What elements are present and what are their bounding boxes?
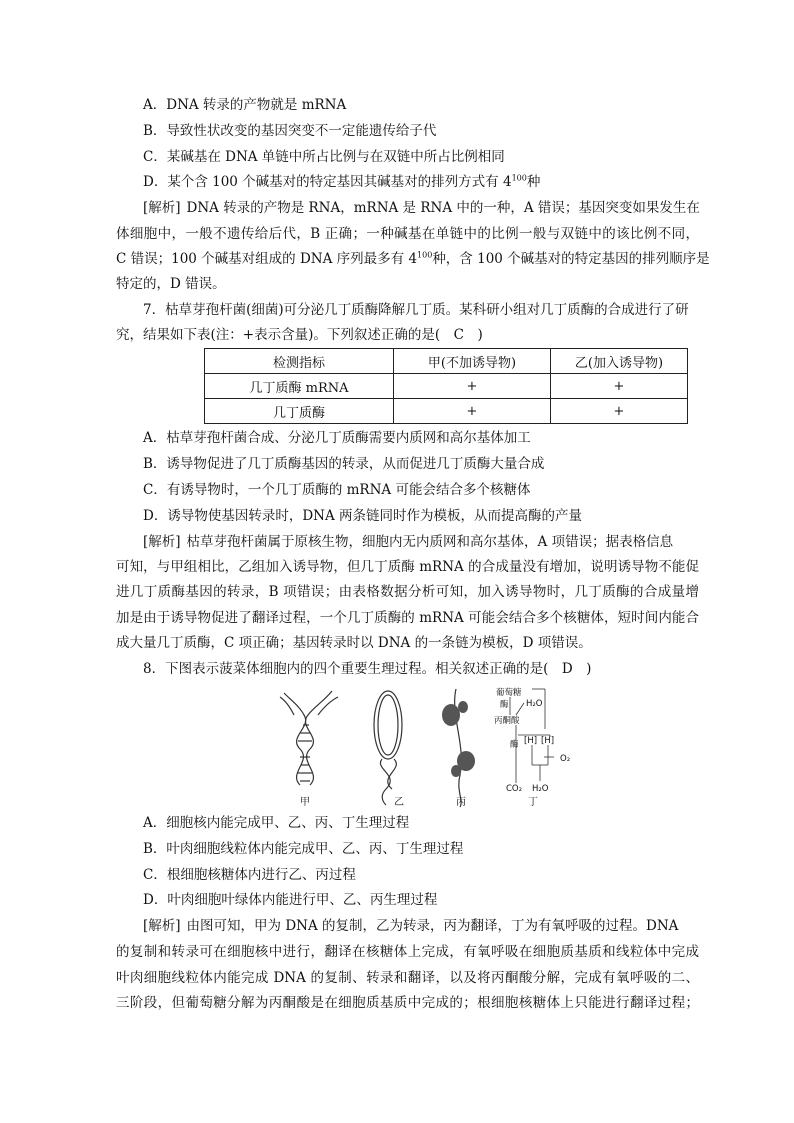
q7-stem-line-1: 7．枯草芽孢杆菌(细菌)可分泌几丁质酶降解几丁质。某科研小组对几丁质酶的合成进行了研 (143, 302, 689, 318)
q6-analysis-line-1: [解析] DNA 转录的产物是 RNA，mRNA 是 RNA 中的一种，A 错误；基因突变如果发生在 (143, 200, 700, 216)
analysis-tag: [解析] (143, 200, 181, 216)
translation-diagram (442, 689, 475, 807)
q6-analysis-line-2: 体细胞中，一般不遗传给后代，B 正确；一种碱基在单链中的比例一般与双链中的该比例不同， (116, 226, 699, 242)
q8-option-a: A．细胞核内能完成甲、乙、丙、丁生理过程 (143, 815, 410, 831)
flow-pyruvate: 丙酮酸 (494, 716, 520, 726)
q7-analysis-line-1: [解析] 枯草芽孢杆菌属于原核生物，细胞内无内质网和高尔基体，A 项错误；据表格信息 (143, 534, 674, 550)
q8-stem: 8．下图表示菠菜体细胞内的四个重要生理过程。相关叙述正确的是( D ) (143, 661, 592, 677)
table-cell: + (551, 374, 688, 399)
figure-caption-ding: 丁 (528, 797, 538, 808)
q7-stem-line-2: 究，结果如下表(注：+表示含量)。下列叙述正确的是( C ) (116, 327, 483, 343)
analysis-tag: [解析] (143, 534, 181, 550)
q8-analysis-line-2: 的复制和转录可在细胞核中进行，翻译在核糖体上完成，有氧呼吸在细胞质基质和线粒体中完成 (116, 944, 699, 960)
flow-h2o-in: H₂O (526, 699, 543, 709)
flow-h-2: [H] (541, 736, 555, 746)
q8-option-c: C．根细胞核糖体内进行乙、丙过程 (143, 867, 356, 883)
q7-analysis-line-3: 进几丁质酶基因的转录，B 项错误；由表格数据分析可知，加入诱导物时，几丁质酶的合成量增 (116, 584, 699, 600)
figure-caption-yi: 乙 (394, 797, 404, 808)
flow-glucose: 葡萄糖 (496, 688, 522, 698)
q6-analysis-line-3: C 错误；100 个碱基对组成的 DNA 序列最多有 $4^{100}$种，含 100 个碱基对的特定基因的排列顺序是 (116, 250, 710, 267)
q8-figure (270, 685, 590, 809)
table-cell: 几丁质酶 (205, 399, 394, 424)
flow-co2: CO₂ (506, 784, 523, 794)
q8-analysis-line-1: [解析] 由图可知，甲为 DNA 的复制，乙为转录，丙为翻译，丁为有氧呼吸的过程。DNA (143, 918, 679, 934)
flow-h2o-out: H₂O (532, 784, 549, 794)
q7-table (204, 348, 688, 424)
q6-option-d: D．某个含 100 个碱基对的特定基因其碱基对的排列方式有 $4^{100}$种 (143, 173, 541, 190)
q7-option-b: B．诱导物促进了几丁质酶基因的转录，从而促进几丁质酶大量合成 (143, 456, 545, 472)
figure-caption-jia: 甲 (300, 797, 310, 808)
figure-caption-bing: 丙 (456, 797, 466, 808)
q7-option-a: A．枯草芽孢杆菌合成、分泌几丁质酶需要内质网和高尔基体加工 (143, 430, 531, 446)
table-cell: + (394, 374, 551, 399)
dna-replication-diagram (280, 691, 338, 785)
flow-enzyme-2: 酶 (510, 740, 519, 750)
flow-o2: O₂ (560, 754, 571, 764)
q7-option-d: D．诱导物使基因转录时，DNA 两条链同时作为模板，从而提高酶的产量 (143, 508, 582, 524)
q7-option-c: C．有诱导物时，一个几丁质酶的 mRNA 可能会结合多个核糖体 (143, 482, 531, 498)
flow-h-1: [H] (524, 736, 538, 746)
q8-option-d: D．叶肉细胞叶绿体内能进行甲、乙、丙生理过程 (143, 892, 438, 908)
q8-analysis-line-4: 三阶段，但葡萄糖分解为丙酮酸是在细胞质基质中完成的；根细胞核糖体上只能进行翻译过程； (116, 995, 699, 1011)
table-row (205, 399, 688, 424)
respiration-flow-diagram (494, 687, 570, 794)
table-cell: 几丁质酶 mRNA (205, 374, 394, 399)
q7-analysis-line-2: 可知，与甲组相比，乙组加入诱导物，但几丁质酶 mRNA 的合成量没有增加，说明诱导物不能促 (116, 559, 699, 575)
table-header-cell: 甲(不加诱导物) (394, 349, 551, 374)
q7-analysis-line-4: 加是由于诱导物促进了翻译过程，一个几丁质酶的 mRNA 可能会结合多个核糖体，短时间内能合 (116, 610, 699, 626)
transcription-diagram (374, 691, 402, 805)
table-header-cell: 检测指标 (205, 349, 394, 374)
q7-analysis-line-5: 成大量几丁质酶，C 项正确；基因转录时以 DNA 的一条链为模板，D 项错误。 (116, 635, 592, 651)
table-header-row (205, 349, 688, 374)
q8-option-b: B．叶肉细胞线粒体内能完成甲、乙、丙、丁生理过程 (143, 841, 464, 857)
q6-option-c: C．某碱基在 DNA 单链中所占比例与在双链中所占比例相同 (143, 149, 505, 165)
table-row (205, 374, 688, 399)
table-cell: + (394, 399, 551, 424)
q8-analysis-line-3: 叶肉细胞线粒体内能完成 DNA 的复制、转录和翻译，以及将丙酮酸分解，完成有氧呼吸的二、 (116, 970, 699, 986)
flow-enzyme: 酶 (500, 700, 509, 710)
table-cell: + (551, 399, 688, 424)
analysis-tag: [解析] (143, 918, 181, 934)
table-header-cell: 乙(加入诱导物) (551, 349, 688, 374)
q6-option-b: B．导致性状改变的基因突变不一定能遗传给子代 (143, 123, 437, 139)
q6-analysis-line-4: 特定的，D 错误。 (116, 276, 226, 292)
q6-option-a: A．DNA 转录的产物就是 mRNA (143, 97, 347, 113)
